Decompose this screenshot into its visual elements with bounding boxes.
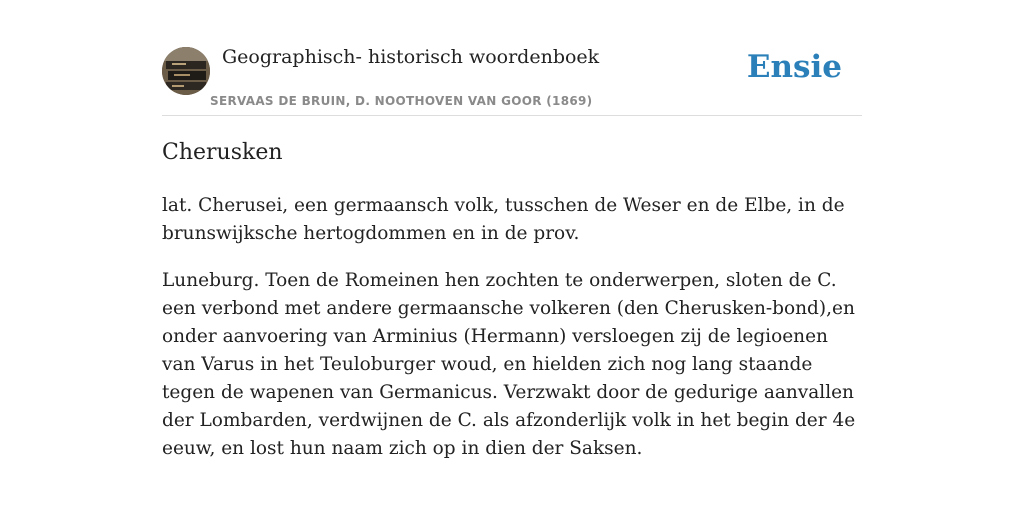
entry-title: Cherusken	[162, 140, 283, 165]
entry-paragraph: lat. Cherusei, een germaansch volk, tusschen de Weser en de Elbe, in de brunswijksche hertogdommen en in de prov.	[162, 195, 845, 244]
book-avatar[interactable]	[162, 47, 210, 95]
page	[162, 0, 862, 512]
book-cover-icon	[162, 47, 210, 95]
book-title[interactable]: Geographisch- historisch woordenboek	[222, 46, 600, 68]
ensie-logo[interactable]: Ensie	[746, 49, 842, 85]
book-author: SERVAAS DE BRUIN, D. NOOTHOVEN VAN GOOR (1869)	[210, 94, 593, 108]
entry-body	[162, 192, 862, 482]
page-header	[162, 0, 862, 116]
entry-paragraph: Luneburg. Toen de Romeinen hen zochten te onderwerpen, sloten de C. een verbond met andere germaansche volkeren (den Cherusken-bond),en onder aanvoering van Arminius (Hermann) versloegen zij de legioenen van Varus in het Teuloburger woud, en hielden zich nog lang staande tegen de wapenen van Germanicus. Verzwakt door de gedurige aanvallen der Lombarden, verdwijnen de C. als afzonderlijk volk in het begin der 4e eeuw, en lost hun naam zich op in dien der Saksen.	[162, 270, 856, 459]
